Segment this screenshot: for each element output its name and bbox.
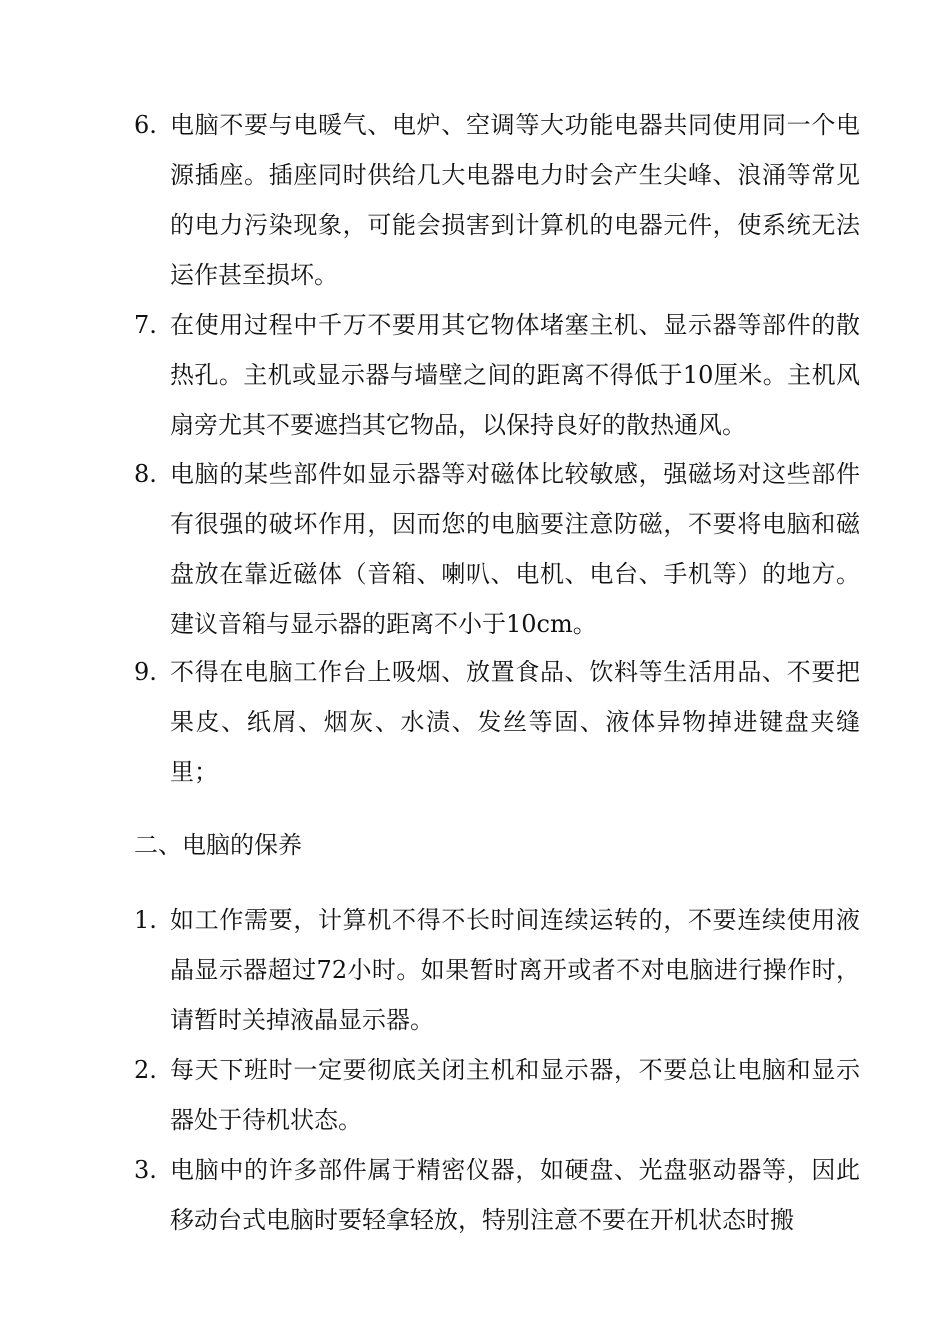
list-item-1 bbox=[134, 895, 874, 1045]
list-item-text: 每天下班时一定要彻底关闭主机和显示器，不要总让电脑和显示器处于待机状态。 bbox=[170, 1056, 860, 1134]
list-item-text: 在使用过程中千万不要用其它物体堵塞主机、显示器等部件的散热孔。主机或显示器与墙壁之间的距离不得低于10厘米。主机风扇旁尤其不要遮挡其它物品，以保持良好的散热通风。 bbox=[170, 311, 860, 439]
list-item-text: 电脑的某些部件如显示器等对磁体比较敏感，强磁场对这些部件有很强的破坏作用，因而您的电脑要注意防磁，不要将电脑和磁盘放在靠近磁体（音箱、喇叭、电机、电台、手机等）的地方。建议音箱与显示器的距离不小于10cm。 bbox=[170, 460, 860, 638]
list-item-number: 3. bbox=[134, 1156, 157, 1184]
list-item-3 bbox=[134, 1145, 874, 1245]
list-item-number: 9. bbox=[134, 658, 157, 686]
list-item-text: 电脑不要与电暖气、电炉、空调等大功能电器共同使用同一个电源插座。插座同时供给几大电器电力时会产生尖峰、浪涌等常见的电力污染现象，可能会损害到计算机的电器元件，使系统无法运作甚至损坏。 bbox=[170, 111, 860, 289]
list-item-number: 8. bbox=[134, 460, 157, 488]
list-item-text: 如工作需要，计算机不得不长时间连续运转的，不要连续使用液晶显示器超过72小时。如果暂时离开或者不对电脑进行操作时，请暂时关掉液晶显示器。 bbox=[170, 906, 860, 1034]
list-item-number: 7. bbox=[134, 311, 157, 339]
section-heading: 二、电脑的保养 bbox=[134, 831, 302, 859]
list-item-7 bbox=[134, 300, 874, 450]
list-item-text: 电脑中的许多部件属于精密仪器，如硬盘、光盘驱动器等，因此移动台式电脑时要轻拿轻放，特别注意不要在开机状态时搬 bbox=[170, 1156, 860, 1234]
list-item-2 bbox=[134, 1045, 874, 1145]
list-item-6 bbox=[134, 100, 874, 300]
list-item-number: 6. bbox=[134, 111, 157, 139]
list-item-number: 1. bbox=[134, 906, 157, 934]
list-item-text: 不得在电脑工作台上吸烟、放置食品、饮料等生活用品、不要把果皮、纸屑、烟灰、水渍、发丝等固、液体异物掉进键盘夹缝里； bbox=[170, 658, 860, 786]
list-item-8 bbox=[134, 449, 874, 649]
list-item-9 bbox=[134, 647, 874, 797]
list-item-number: 2. bbox=[134, 1056, 157, 1084]
